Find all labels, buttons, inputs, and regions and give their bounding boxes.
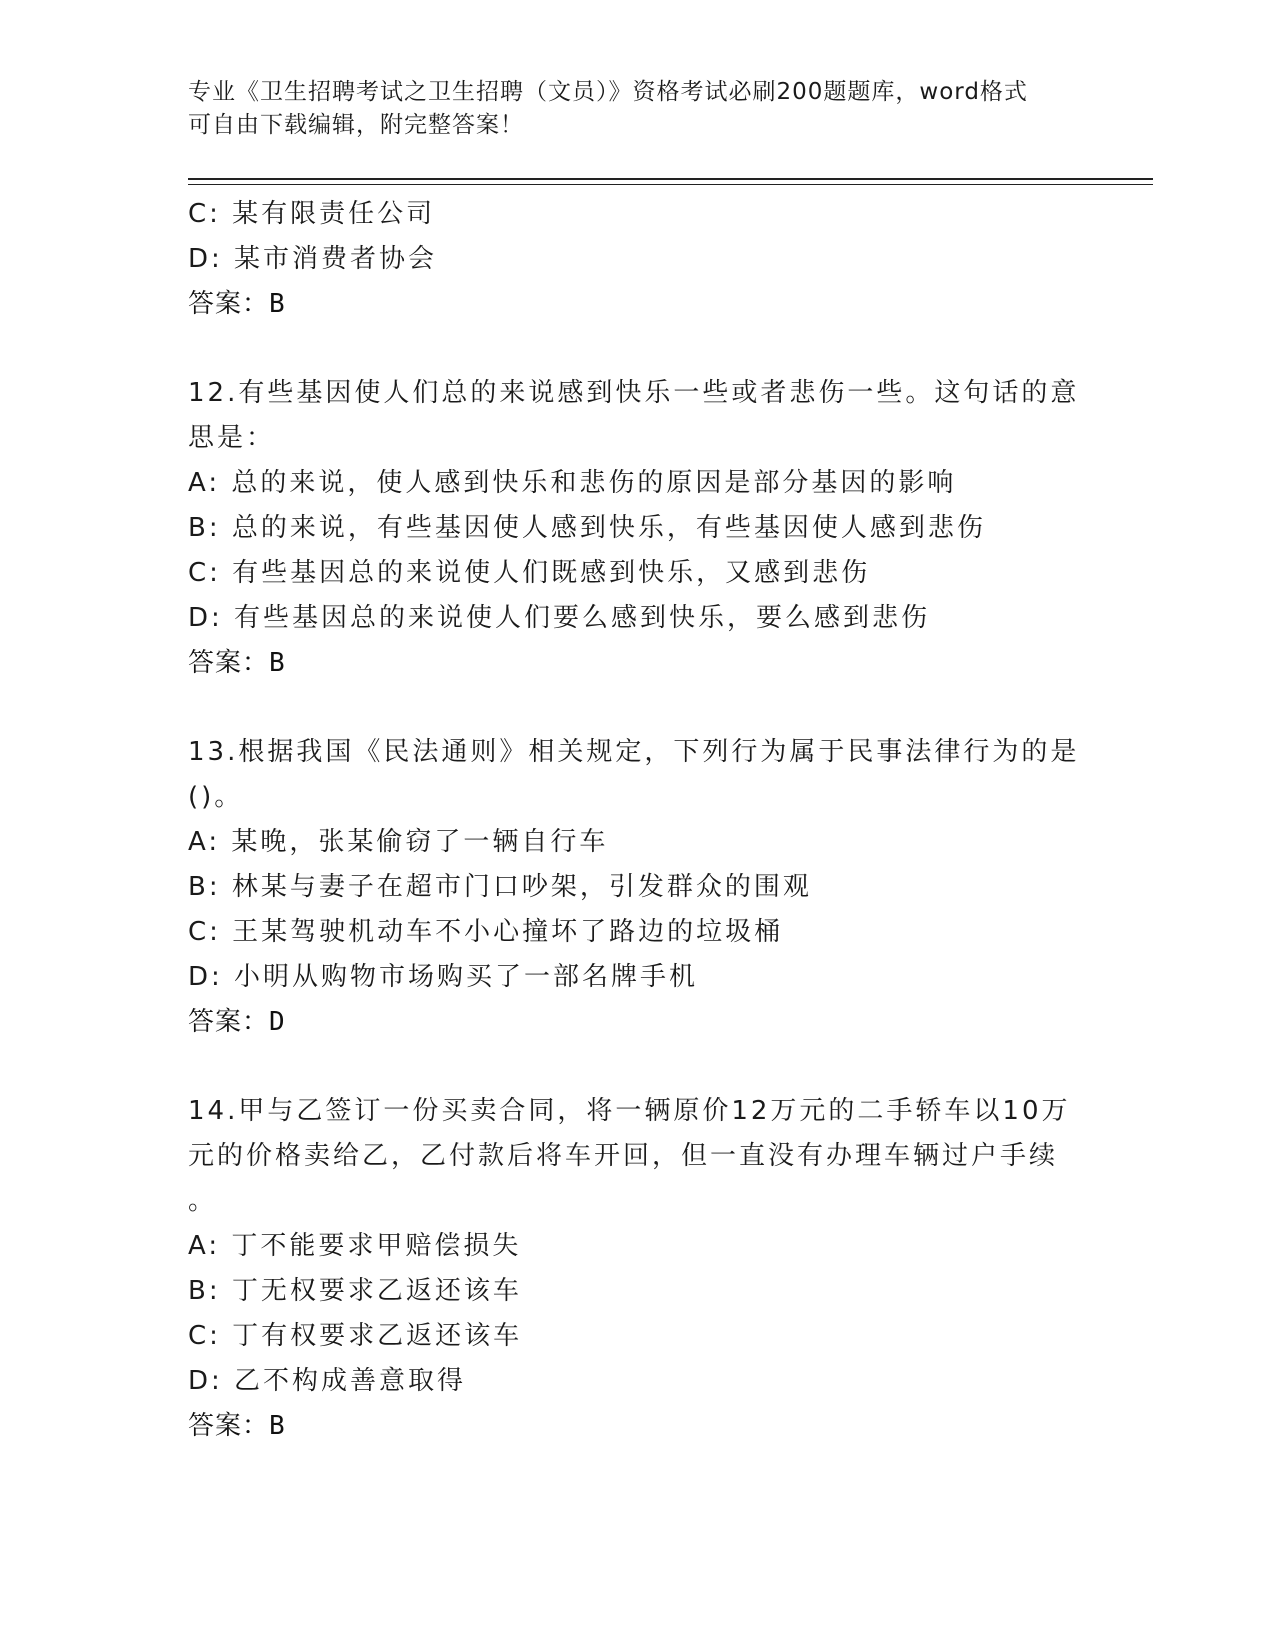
- question-stem-line-3: 。: [188, 1186, 215, 1216]
- option-d: D: 某市消费者协会: [188, 244, 438, 274]
- option-a: A: 丁不能要求甲赔偿损失: [188, 1231, 522, 1261]
- header-line-2: 可自由下载编辑，附完整答案！: [188, 112, 524, 138]
- answer-value: B: [269, 1411, 286, 1441]
- question-stem-line-1: 12.有些基因使人们总的来说感到快乐一些或者悲伤一些。这句话的意: [188, 378, 1080, 408]
- question-stem-line-1: 13.根据我国《民法通则》相关规定，下列行为属于民事法律行为的是: [188, 737, 1080, 767]
- answer-line: [188, 1404, 1088, 1449]
- option-d: D: 小明从购物市场购买了一部名牌手机: [188, 962, 699, 992]
- question-11-tail: [188, 192, 1088, 327]
- question-13: [188, 730, 1088, 1045]
- option-b: B: 总的来说，有些基因使人感到快乐，有些基因使人感到悲伤: [188, 513, 986, 543]
- question-12: [188, 371, 1088, 686]
- answer-line: [188, 282, 1088, 327]
- question-stem-line-1: 14.甲与乙签订一份买卖合同，将一辆原价12万元的二手轿车以10万: [188, 1096, 1071, 1126]
- question-stem-line-2: 元的价格卖给乙，乙付款后将车开回，但一直没有办理车辆过户手续: [188, 1141, 1059, 1171]
- question-list: [188, 192, 1088, 1449]
- answer-label: 答案：: [188, 1007, 270, 1037]
- option-d: D: 乙不构成善意取得: [188, 1366, 467, 1396]
- header-rule-thick: [188, 178, 1153, 180]
- option-c: C: 丁有权要求乙返还该车: [188, 1321, 523, 1351]
- answer-label: 答案：: [188, 648, 270, 678]
- question-14: [188, 1089, 1088, 1449]
- answer-value: D: [269, 1007, 286, 1037]
- answer-label: 答案：: [188, 1411, 270, 1441]
- option-b: B: 林某与妻子在超市门口吵架，引发群众的围观: [188, 872, 812, 902]
- option-c: C: 某有限责任公司: [188, 199, 436, 229]
- option-c: C: 王某驾驶机动车不小心撞坏了路边的垃圾桶: [188, 917, 784, 947]
- header-line-1: 专业《卫生招聘考试之卫生招聘（文员）》资格考试必刷200题题库，word格式: [188, 79, 1028, 105]
- option-a: A: 某晚，张某偷窃了一辆自行车: [188, 827, 609, 857]
- header-rule-thin: [188, 184, 1153, 185]
- question-stem-line-2: ()。: [188, 782, 244, 812]
- answer-line: [188, 1000, 1088, 1045]
- option-d: D: 有些基因总的来说使人们要么感到快乐，要么感到悲伤: [188, 603, 931, 633]
- answer-label: 答案：: [188, 289, 270, 319]
- option-c: C: 有些基因总的来说使人们既感到快乐，又感到悲伤: [188, 558, 871, 588]
- document-header: [188, 76, 1088, 142]
- answer-value: B: [269, 648, 286, 678]
- option-b: B: 丁无权要求乙返还该车: [188, 1276, 522, 1306]
- option-a: A: 总的来说，使人感到快乐和悲伤的原因是部分基因的影响: [188, 468, 957, 498]
- answer-line: [188, 641, 1088, 686]
- answer-value: B: [269, 289, 286, 319]
- question-stem-line-2: 思是：: [188, 423, 276, 453]
